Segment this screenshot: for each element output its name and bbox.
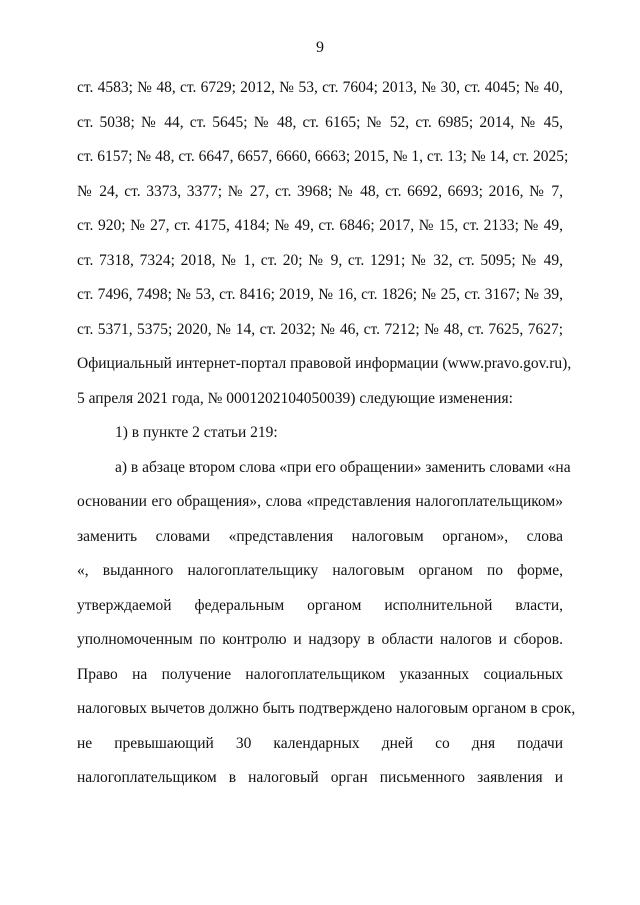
text-line: налоговых вычетов должно быть подтверждено налоговым органом в срок, — [77, 700, 576, 717]
text-line: 5 апреля 2021 года, № 0001202104050039) следующие изменения: — [77, 389, 513, 407]
text-line: 1) в пункте 2 статьи 219: — [115, 424, 278, 441]
page-number: 9 — [316, 39, 324, 56]
text-line: ст. 7496, 7498; № 53, ст. 8416; 2019, № 16, ст. 1826; № 25, ст. 3167; № 39, — [77, 286, 563, 303]
text-line: ст. 4583; № 48, ст. 6729; 2012, № 53, ст. 7604; 2013, № 30, ст. 4045; № 40, — [77, 79, 563, 96]
text-line: утверждаемой федеральным органом исполнительной власти, — [77, 596, 563, 614]
text-line: а) в абзаце втором слова «при его обращении» заменить словами «на — [115, 458, 571, 476]
text-line: ст. 5371, 5375; 2020, № 14, ст. 2032; № 46, ст. 7212; № 48, ст. 7625, 7627; — [77, 320, 563, 338]
text-line: не превышающий 30 календарных дней со дня подачи — [77, 734, 563, 752]
text-line: ст. 5038; № 44, ст. 5645; № 48, ст. 6165; № 52, ст. 6985; 2014, № 45, — [77, 113, 563, 131]
text-line: ст. 7318, 7324; 2018, № 1, ст. 20; № 9, ст. 1291; № 32, ст. 5095; № 49, — [77, 251, 563, 269]
text-line: «, выданного налогоплательщику налоговым органом по форме, — [77, 562, 563, 579]
text-line: основании его обращения», слова «представления налогоплательщиком» — [77, 493, 563, 510]
text-line: налогоплательщиком в налоговый орган письменного заявления и — [77, 769, 563, 786]
text-line: № 24, ст. 3373, 3377; № 27, ст. 3968; № 48, ст. 6692, 6693; 2016, № 7, — [77, 182, 563, 200]
text-line: Официальный интернет-портал правовой информации (www.pravo.gov.ru), — [77, 355, 572, 372]
text-line: Право на получение налогоплательщиком указанных социальных — [77, 665, 563, 683]
text-line: ст. 920; № 27, ст. 4175, 4184; № 49, ст. 6846; 2017, № 15, ст. 2133; № 49, — [77, 217, 563, 234]
text-line: заменить словами «представления налоговым органом», слова — [77, 527, 563, 545]
text-line: уполномоченным по контролю и надзору в области налогов и сборов. — [77, 631, 563, 648]
text-line: ст. 6157; № 48, ст. 6647, 6657, 6660, 6663; 2015, № 1, ст. 13; № 14, ст. 2025; — [77, 148, 569, 165]
